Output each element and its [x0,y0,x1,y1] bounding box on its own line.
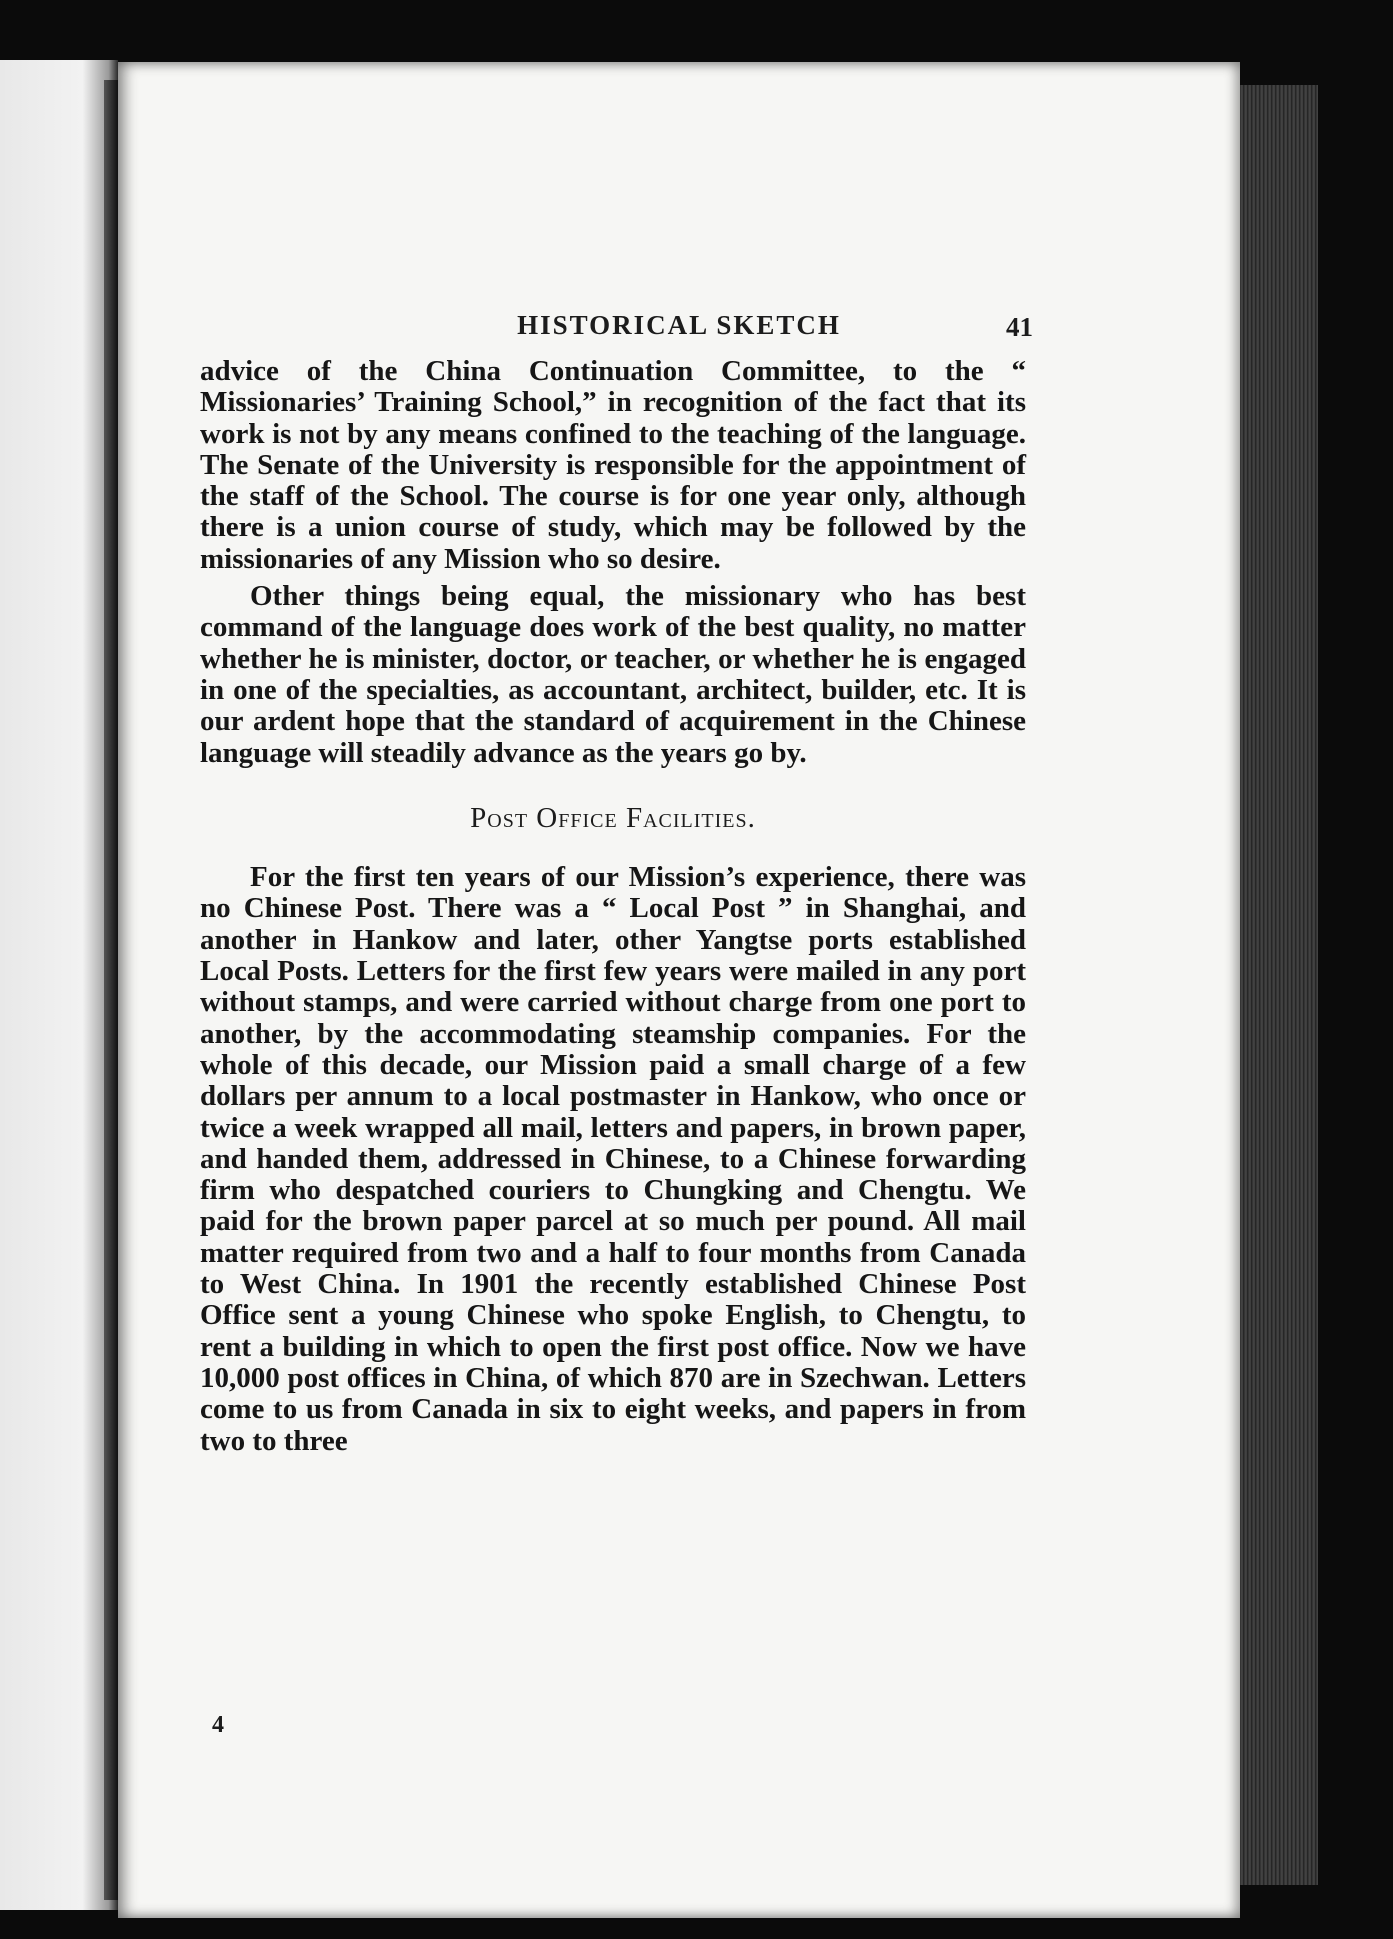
paragraph: For the first ten years of our Mission’s experience, there was no Chinese Post. There was a “ Local Post ” in Shanghai, and another in Hankow and later, other Yangtse ports established Local Posts. Letters for the first few years were mailed in any port without stamps, and were carried without charge from one port to another, by the accommodating steamship companies. For the whole of this decade, our Mission paid a small charge of a few dollars per annum to a local postmaster in Hankow, who once or twice a week wrapped all mail, letters and papers, in brown paper, and handed them, addressed in Chinese, to a Chinese forwarding firm who despatched couriers to Chungking and Chengtu. We paid for the brown paper parcel at so much per pound. All mail matter required from two and a half to four months from Canada to West China. In 1901 the recently established Chinese Post Office sent a young Chinese who spoke English, to Chengtu, to rent a building in which to open the first post office. Now we have 10,000 post offices in China, of which 870 are in Szechwan. Letters come to us from Canada in six to eight weeks, and papers in from two to three [200,861,1026,1457]
paragraph: advice of the China Continuation Committee, to the “ Missionaries’ Training School,” in recognition of the fact that its work is not by any means confined to the teaching of the language. The Senate of the University is responsible for the appointment of the staff of the School. The course is for one year only, although there is a union course of study, which may be followed by the missionaries of any Mission who so desire. [200,355,1026,575]
page-number: 41 [1006,312,1033,342]
book-fore-edge [1240,85,1318,1885]
section-heading-text: Post Office Facilities. [470,801,756,834]
running-head [118,310,1240,341]
section-heading [200,803,1026,834]
running-title: HISTORICAL SKETCH [517,310,841,340]
paragraph: Other things being equal, the missionary who has best command of the language does work of the best quality, no matter whether he is minister, doctor, or teacher, or whether he is engaged in one of the specialties, as accountant, architect, builder, etc. It is our ardent hope that the standard of acquirement in the Chinese language will steadily advance as the years go by. [200,580,1026,769]
book-gutter [104,80,118,1900]
page-body [200,356,1026,1457]
facing-page-edge [0,60,118,1910]
book-page [118,62,1240,1918]
signature-mark: 4 [212,1712,224,1738]
